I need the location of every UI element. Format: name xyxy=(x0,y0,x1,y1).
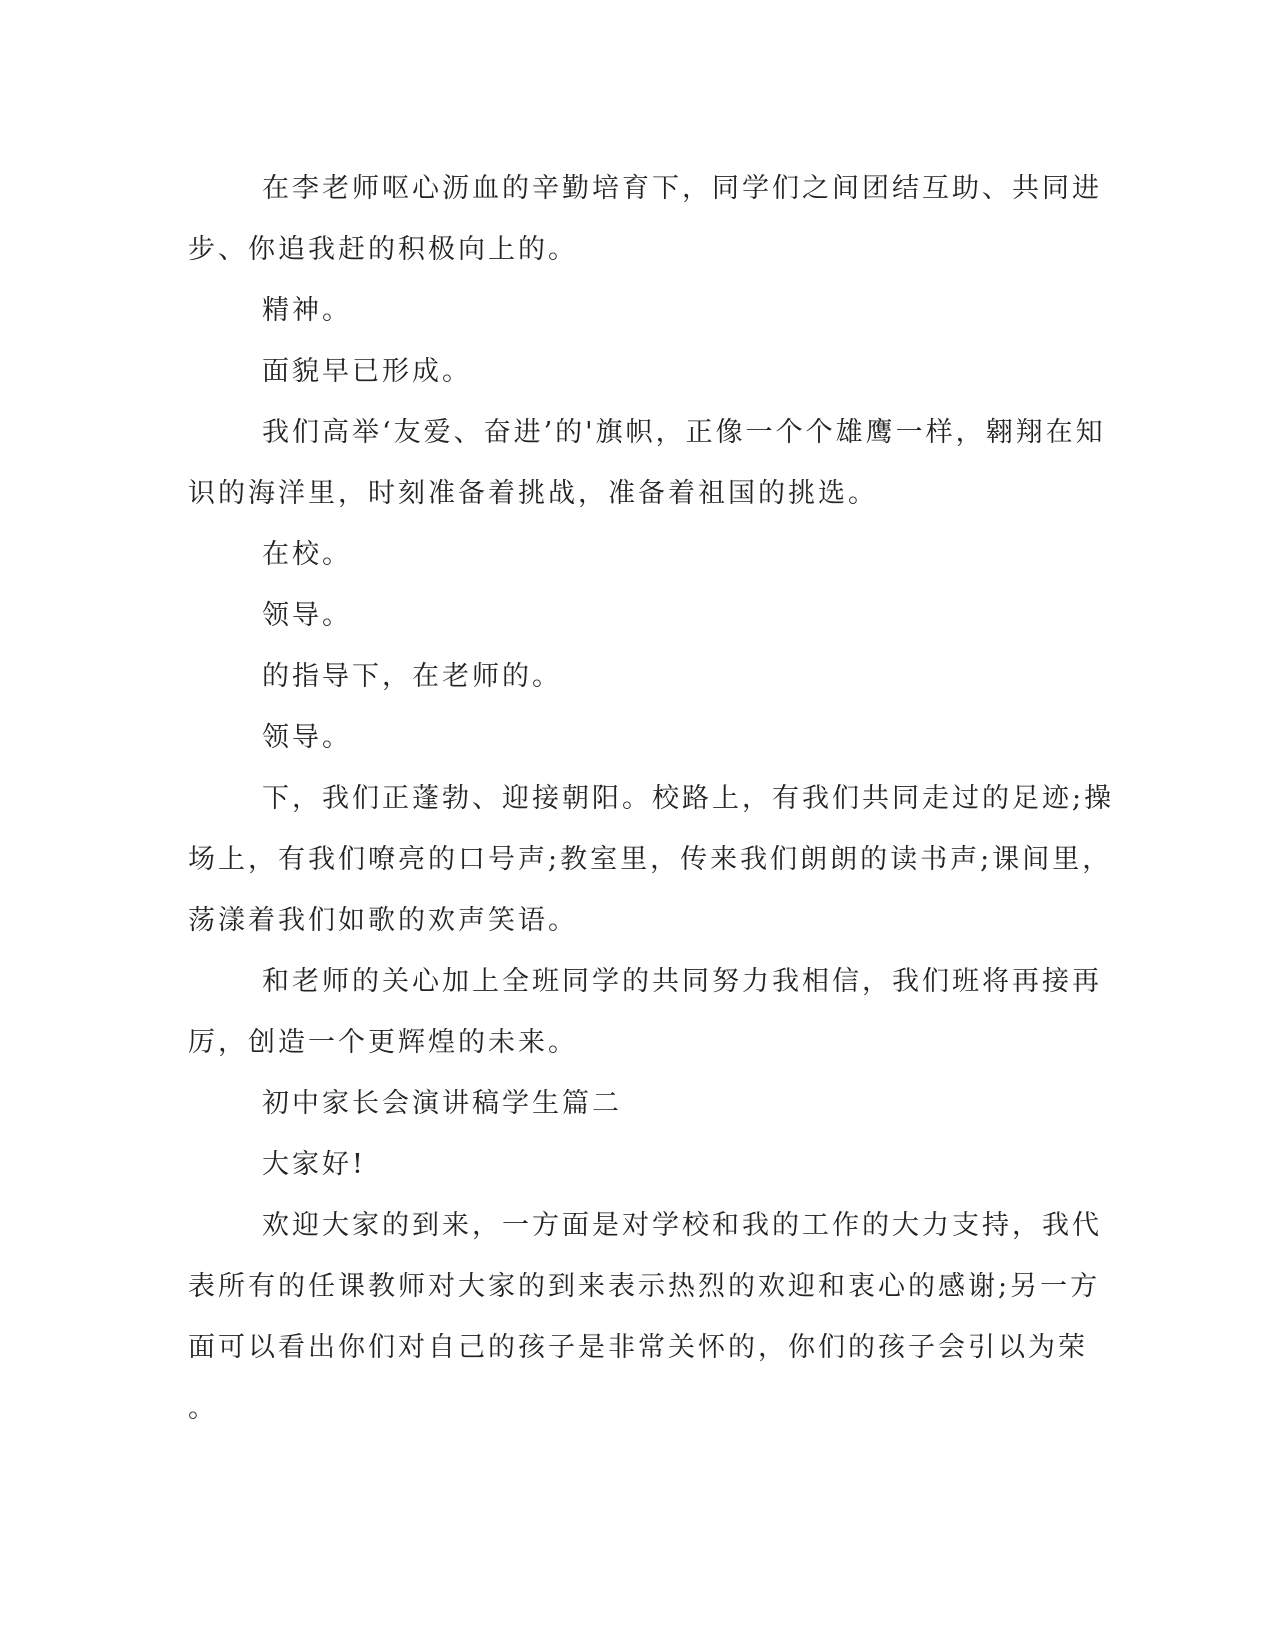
paragraph xyxy=(188,646,1088,707)
document-body xyxy=(188,158,1115,1439)
paragraph xyxy=(188,280,1088,341)
paragraph xyxy=(188,951,1102,1073)
paragraph xyxy=(188,768,1115,951)
paragraph-line: 步、你追我赶的积极向上的。 xyxy=(188,234,578,265)
greeting-text: 大家好! xyxy=(262,1149,366,1180)
paragraph xyxy=(188,158,1102,280)
paragraph-line: 。 xyxy=(188,1393,218,1424)
paragraph-line: 在校。 xyxy=(262,539,352,570)
paragraph xyxy=(188,341,1088,402)
paragraph xyxy=(188,585,1088,646)
paragraph-line: 欢迎大家的到来，一方面是对学校和我的工作的大力支持，我代 xyxy=(262,1210,1102,1241)
greeting xyxy=(188,1134,1088,1195)
paragraph-line: 荡漾着我们如歌的欢声笑语。 xyxy=(188,905,578,936)
paragraph-line: 的指导下，在老师的。 xyxy=(262,661,562,692)
section-heading-text: 初中家长会演讲稿学生篇二 xyxy=(262,1088,622,1119)
paragraph-line: 场上，有我们嘹亮的口号声;教室里，传来我们朗朗的读书声;课间里， xyxy=(188,844,1113,875)
paragraph-line: 面貌早已形成。 xyxy=(262,356,472,387)
paragraph-line: 在李老师呕心沥血的辛勤培育下，同学们之间团结互助、共同进 xyxy=(262,173,1102,204)
paragraph xyxy=(188,524,1088,585)
paragraph-line: 领导。 xyxy=(262,600,352,631)
paragraph xyxy=(188,1195,1102,1439)
paragraph-line: 厉，创造一个更辉煌的未来。 xyxy=(188,1027,578,1058)
paragraph-line: 和老师的关心加上全班同学的共同努力我相信，我们班将再接再 xyxy=(262,966,1102,997)
paragraph xyxy=(188,402,1106,524)
paragraph-line: 领导。 xyxy=(262,722,352,753)
paragraph-line: 精神。 xyxy=(262,295,352,326)
paragraph-line: 我们高举‘友爱、奋进’的'旗帜，正像一个个雄鹰一样，翱翔在知 xyxy=(262,417,1106,448)
paragraph-line: 面可以看出你们对自己的孩子是非常关怀的，你们的孩子会引以为荣 xyxy=(188,1332,1088,1363)
paragraph-line: 表所有的任课教师对大家的到来表示热烈的欢迎和衷心的感谢;另一方 xyxy=(188,1271,1101,1302)
section-heading xyxy=(188,1073,1088,1134)
paragraph-line: 下，我们正蓬勃、迎接朝阳。校路上，有我们共同走过的足迹;操 xyxy=(262,783,1115,814)
paragraph-line: 识的海洋里，时刻准备着挑战，准备着祖国的挑选。 xyxy=(188,478,878,509)
paragraph xyxy=(188,707,1088,768)
